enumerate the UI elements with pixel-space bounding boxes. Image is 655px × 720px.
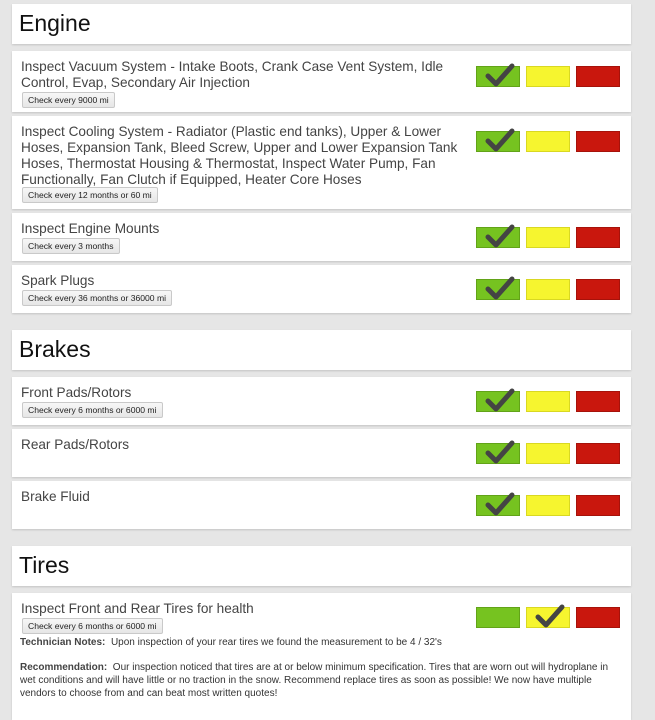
status-yellow-button[interactable] xyxy=(526,279,570,300)
status-yellow-button[interactable] xyxy=(526,391,570,412)
technician-notes-text: Upon inspection of your rear tires we found the measurement to be 4 / 32's xyxy=(110,637,442,648)
item-title: Inspect Front and Rear Tires for health xyxy=(21,601,254,616)
status-green-button[interactable] xyxy=(476,227,520,248)
section-header-engine xyxy=(12,4,631,44)
technician-notes xyxy=(20,636,625,649)
item-title: Spark Plugs xyxy=(21,273,95,288)
inspection-item xyxy=(12,377,631,425)
checkmark-icon xyxy=(485,388,515,414)
recommendation xyxy=(20,661,625,700)
inspection-item xyxy=(12,213,631,261)
status-green-button[interactable] xyxy=(476,391,520,412)
status-red-button[interactable] xyxy=(576,443,620,464)
status-red-button[interactable] xyxy=(576,227,620,248)
inspection-item xyxy=(12,51,631,112)
interval-badge: Check every 9000 mi xyxy=(22,92,115,108)
interval-badge: Check every 36 months or 36000 mi xyxy=(22,290,172,306)
inspection-item xyxy=(12,265,631,313)
checkmark-icon xyxy=(485,440,515,466)
status-green-button[interactable] xyxy=(476,131,520,152)
status-green-button[interactable] xyxy=(476,495,520,516)
interval-badge: Check every 6 months or 6000 mi xyxy=(22,618,163,634)
status-yellow-button[interactable] xyxy=(526,607,570,628)
status-green-button[interactable] xyxy=(476,66,520,87)
item-title: Inspect Engine Mounts xyxy=(21,221,160,236)
status-red-button[interactable] xyxy=(576,66,620,87)
item-title: Front Pads/Rotors xyxy=(21,385,132,400)
status-yellow-button[interactable] xyxy=(526,131,570,152)
status-red-button[interactable] xyxy=(576,495,620,516)
inspection-item xyxy=(12,429,631,477)
section-title: Tires xyxy=(19,552,70,578)
status-red-button[interactable] xyxy=(576,391,620,412)
item-title: Inspect Vacuum System - Intake Boots, Crank Case Vent System, Idle Control, Evap, Secondary Air Injection xyxy=(21,59,444,90)
checkmark-icon xyxy=(485,128,515,154)
item-title: Rear Pads/Rotors xyxy=(21,437,130,452)
recommendation-text: Our inspection noticed that tires are at or below minimum specification. Tires that are worn out will hydroplane in wet conditions and will have little or no traction in the snow. Recommend replace tires as soon as possible! We now have multiple vendors to choose from and can beat most written quotes! xyxy=(20,662,609,699)
inspection-item xyxy=(12,481,631,529)
status-green-button[interactable] xyxy=(476,279,520,300)
interval-badge: Check every 12 months or 60 mi xyxy=(22,187,158,203)
interval-badge: Check every 6 months or 6000 mi xyxy=(22,402,163,418)
status-red-button[interactable] xyxy=(576,279,620,300)
status-yellow-button[interactable] xyxy=(526,495,570,516)
status-yellow-button[interactable] xyxy=(526,66,570,87)
checkmark-icon xyxy=(485,63,515,89)
inspection-item xyxy=(12,116,631,209)
status-yellow-button[interactable] xyxy=(526,227,570,248)
checkmark-icon xyxy=(485,224,515,250)
section-title: Brakes xyxy=(19,336,91,362)
checkmark-icon xyxy=(535,604,565,630)
status-red-button[interactable] xyxy=(576,131,620,152)
section-title: Engine xyxy=(19,10,91,36)
recommendation-label: Recommendation: xyxy=(20,662,108,673)
interval-badge: Check every 3 months xyxy=(22,238,120,254)
status-green-button[interactable] xyxy=(476,607,520,628)
checkmark-icon xyxy=(485,276,515,302)
section-header-tires xyxy=(12,546,631,586)
technician-notes-label: Technician Notes: xyxy=(20,637,106,648)
status-red-button[interactable] xyxy=(576,607,620,628)
status-yellow-button[interactable] xyxy=(526,443,570,464)
status-green-button[interactable] xyxy=(476,443,520,464)
item-title: Brake Fluid xyxy=(21,489,90,504)
inspection-item xyxy=(12,593,631,720)
section-header-brakes xyxy=(12,330,631,370)
checkmark-icon xyxy=(485,492,515,518)
item-title: Inspect Cooling System - Radiator (Plastic end tanks), Upper & Lower Hoses, Expansion Tank, Bleed Screw, Upper and Lower Expansion Tank Hoses, Thermostat Housing & Thermostat, Inspect Water Pump, Fan Functionally, Fan Clutch if Equipped, Heater Core Hoses xyxy=(21,124,458,187)
